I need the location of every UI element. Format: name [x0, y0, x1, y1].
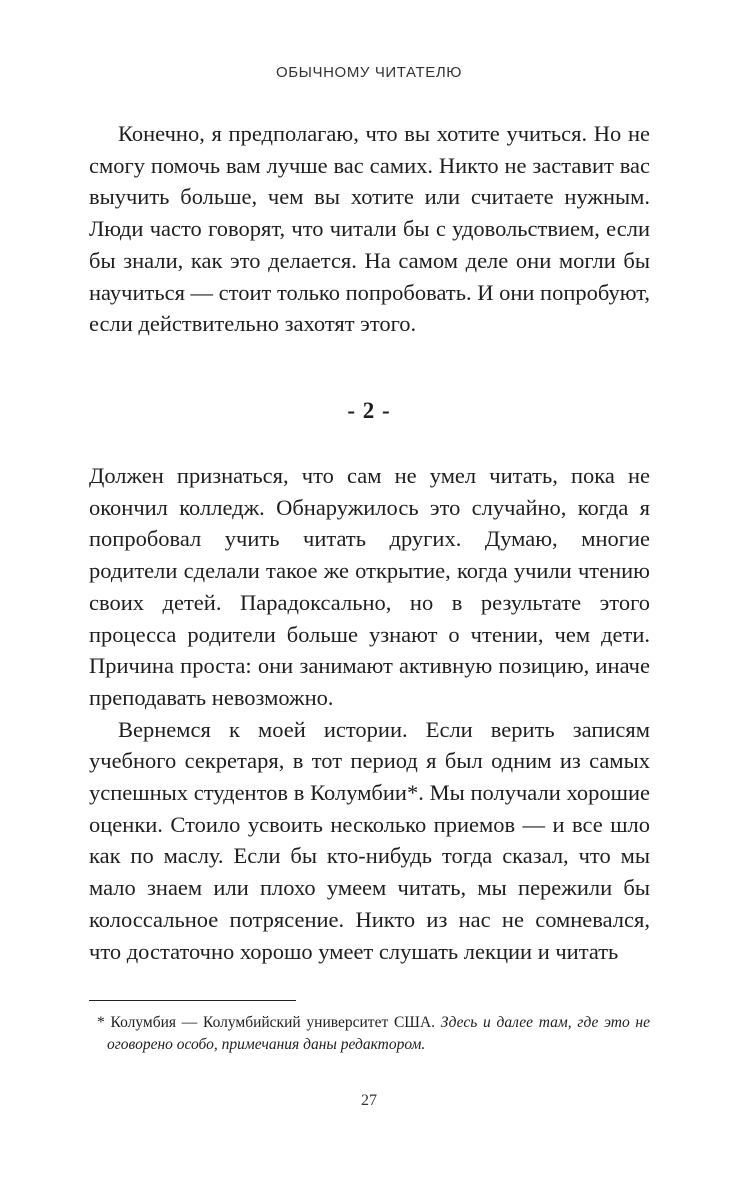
footnote-editor-note: Здесь и далее там, где это не оговорено особо, примечания даны редактором. — [107, 1014, 651, 1053]
text-block-top — [89, 118, 650, 340]
footnote-divider — [89, 1000, 296, 1001]
footnote — [89, 1012, 650, 1056]
running-head: ОБЫЧНОМУ ЧИТАТЕЛЮ — [275, 64, 463, 81]
text-block-main — [89, 460, 650, 967]
footnote-text: * Колумбия — Колумбийский университет США. — [97, 1014, 441, 1031]
body-paragraph: Конечно, я предполагаю, что вы хотите учиться. Но не смогу помочь вам лучше вас самих. Никто не заставит вас выучить больше, чем вы хотите или считаете нужным. Люди часто говорят, что читали бы с удовольствием, если бы знали, как это делается. На самом деле они могли бы научиться — стоит только попробовать. И они попробуют, если действительно захотят этого. — [89, 121, 650, 337]
body-paragraph: Должен признаться, что сам не умел читать, пока не окончил колледж. Обнаружилось это случайно, когда я попробовал учить читать других. Думаю, многие родители сделали такое же открытие, когда учили чтению своих детей. Парадоксально, но в результате этого процесса родители больше узнают о чтении, чем дети. Причина проста: они занимают активную позицию, иначе преподавать невозможно. — [89, 463, 650, 710]
body-paragraph: Вернемся к моей истории. Если верить записям учебного секретаря, в тот период я был одним из самых успешных студентов в Колумбии*. Мы получали хорошие оценки. Стоило усвоить несколько приемов — и все шло как по маслу. Если бы кто-нибудь тогда сказал, что мы мало знаем или плохо умеем читать, мы пережили бы колоссальное потрясение. Никто из нас не сомневался, что достаточно хорошо умеет слушать лекции и читать — [89, 716, 650, 964]
section-number: - 2 - — [347, 398, 391, 423]
page-number: 27 — [361, 1092, 377, 1109]
